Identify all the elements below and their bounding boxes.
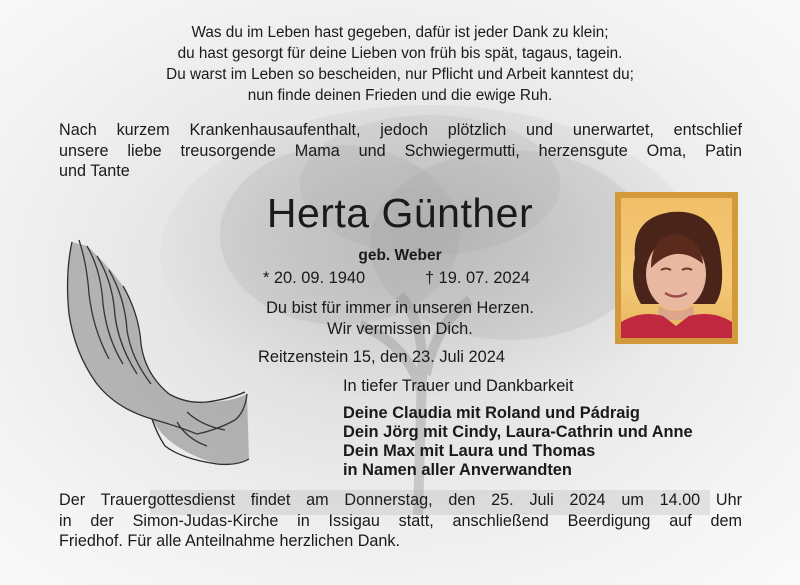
- remembrance-line: Wir vermissen Dich.: [327, 320, 473, 338]
- poem-line: Was du im Leben hast gegeben, dafür ist jeder Dank zu klein;: [191, 24, 609, 41]
- intro-line: Nach kurzem Krankenhausaufenthalt, jedoch plötzlich und unerwartet, entschlief: [59, 121, 742, 139]
- portrait-illustration: [621, 198, 732, 338]
- service-line: Der Trauergottesdienst findet am Donnerstag, den 25. Juli 2024 um 14.00 Uhr: [59, 491, 742, 509]
- intro-line: unsere liebe treusorgende Mama und Schwiegermutti, herzensgute Oma, Patin: [59, 141, 742, 160]
- praying-hands-image: [57, 234, 252, 469]
- intro-paragraph: [59, 120, 742, 182]
- deceased-name: Herta Günther: [266, 190, 534, 236]
- service-paragraph: [59, 490, 742, 552]
- poem-line: nun finde deinen Frieden und die ewige Ruh.: [247, 87, 553, 104]
- mourner-line: Dein Jörg mit Cindy, Laura-Cathrin und Anne: [343, 423, 693, 441]
- death-date: † 19. 07. 2024: [425, 269, 530, 287]
- mourners-block: [343, 377, 693, 480]
- birth-date: * 20. 09. 1940: [263, 269, 366, 287]
- service-line: in der Simon-Judas-Kirche in Issigau statt, anschließend Beerdigung auf dem: [59, 511, 742, 530]
- portrait-photo: [621, 198, 732, 338]
- remembrance-text: [230, 298, 570, 340]
- mourners-intro: In tiefer Trauer und Dankbarkeit: [343, 377, 574, 395]
- poem-line: Du warst im Leben so bescheiden, nur Pflicht und Arbeit kanntest du;: [166, 66, 634, 83]
- intro-line: und Tante: [59, 162, 130, 180]
- mourner-line: in Namen aller Anverwandten: [343, 461, 572, 479]
- poem: [0, 22, 800, 106]
- portrait-frame: [615, 192, 738, 344]
- mourner-line: Deine Claudia mit Roland und Pádraig: [343, 404, 640, 422]
- mourner-line: Dein Max mit Laura und Thomas: [343, 442, 596, 460]
- poem-line: du hast gesorgt für deine Lieben von früh bis spät, tagaus, tagein.: [177, 45, 623, 62]
- place-date: Reitzenstein 15, den 23. Juli 2024: [258, 348, 505, 366]
- remembrance-line: Du bist für immer in unseren Herzen.: [266, 299, 534, 317]
- birth-name: geb. Weber: [358, 247, 442, 264]
- service-line: Friedhof. Für alle Anteilnahme herzlichen Dank.: [59, 532, 401, 550]
